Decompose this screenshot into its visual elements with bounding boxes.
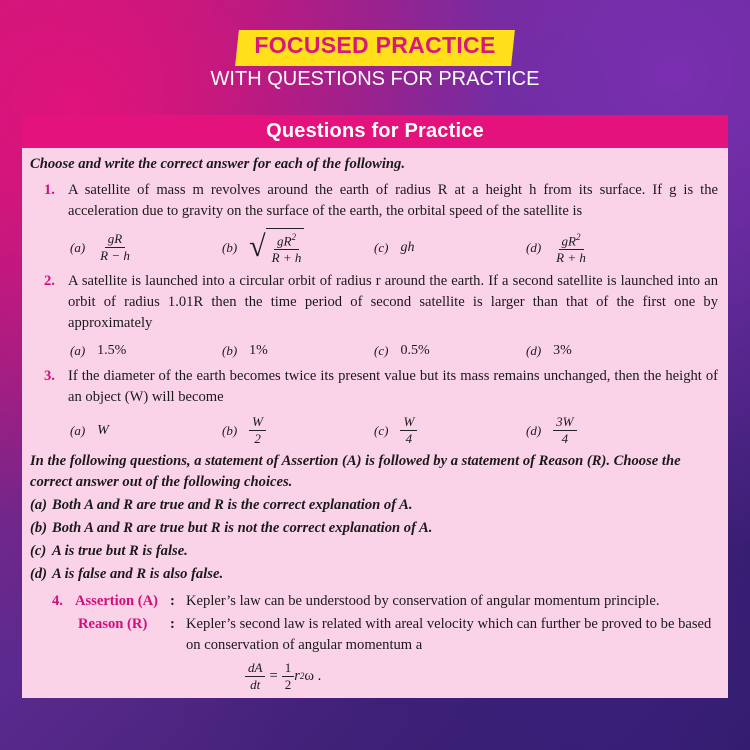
numerator: 3W <box>553 414 576 431</box>
question-text: If the diameter of the earth becomes twice its present value but its mass remains unchanged, then the height of an object (W) will become <box>68 368 718 406</box>
colon: : <box>170 616 175 633</box>
fraction: $\frac{dA}{dt}$ <box>245 660 265 693</box>
denominator: R + h <box>556 249 586 265</box>
question-text: A satellite is launched into a circular orbit of radius r around the earth. If a second satellite is launched into an orbit of radius 1.01R then the time period of second satellite is larger than that of the first one by approximately <box>68 273 718 332</box>
ar-choice-d: (d) A is false and R is also false. <box>30 566 224 583</box>
reason-text: Kepler’s second law is related with areal velocity which can further be proved to be based on conservation of angular momentum a <box>186 616 712 654</box>
numerator: $gR^2$ <box>274 229 299 250</box>
option-a[interactable] <box>70 340 222 361</box>
reason-label: Reason (R) <box>78 616 148 633</box>
question-3-options <box>70 414 718 447</box>
fraction <box>249 414 266 447</box>
option-c[interactable] <box>374 237 526 258</box>
question-1 <box>30 180 718 222</box>
question-4-assertion <box>30 591 718 612</box>
areal-velocity-formula: $\frac{dA}{dt}$ = $\frac{1}{2}$ r 2 ω . <box>245 660 718 693</box>
option-value: 0.5% <box>400 343 430 359</box>
question-text: A satellite of mass m revolves around the earth of radius R at a height h from its surface. If g is the acceleration due to gravity on the surface of the earth, the orbital speed of the satellite is <box>68 182 718 219</box>
numerator: $gR^2$ <box>559 229 584 250</box>
option-b[interactable] <box>222 340 374 361</box>
numerator: W <box>249 414 266 431</box>
fraction: $\frac{1}{2}$ <box>282 660 295 693</box>
ar-choice-a: (a) Both A and R are true and R is the correct explanation of A. <box>30 497 413 514</box>
radical-icon: √ <box>249 230 266 264</box>
option-label: (a) <box>70 343 86 359</box>
option-c[interactable] <box>374 414 526 447</box>
assertion-text: Kepler’s law can be understood by conservation of angular momentum principle. <box>186 593 660 610</box>
option-value: W <box>97 423 109 439</box>
option-value: 3% <box>553 343 572 359</box>
option-label: (d) <box>526 423 542 439</box>
card-heading: Questions for Practice <box>22 115 728 148</box>
colon: : <box>170 593 175 610</box>
practice-card <box>22 115 728 698</box>
question-4-reason <box>30 614 718 656</box>
fraction <box>266 228 305 266</box>
card-body <box>22 148 728 693</box>
option-label: (c) <box>374 343 389 359</box>
question-number: 1. <box>44 182 55 198</box>
page-subtitle: WITH QUESTIONS FOR PRACTICE <box>210 68 540 90</box>
denominator: 4 <box>561 431 569 447</box>
assertion-label: 4. Assertion (A) <box>52 593 159 610</box>
question-2 <box>30 271 718 334</box>
option-value: 1% <box>249 343 268 359</box>
assertion-reason-instruction: In the following questions, a statement of Assertion (A) is followed by a statement of Reason (R). Choose the correct answer out of the following choices. <box>30 453 681 491</box>
question-2-options <box>70 340 718 361</box>
option-d[interactable] <box>526 229 678 266</box>
option-label: (d) <box>526 239 542 255</box>
fraction <box>97 231 133 264</box>
fraction <box>553 414 576 447</box>
square-root <box>249 228 304 266</box>
denominator: 2 <box>254 431 261 447</box>
option-label: (c) <box>374 423 389 439</box>
question-number: 2. <box>44 273 55 290</box>
option-a[interactable] <box>70 420 222 441</box>
ar-choice-b: (b) Both A and R are true but R is not the correct explanation of A. <box>30 520 433 537</box>
option-label: (a) <box>70 423 86 439</box>
numerator: gR <box>105 231 125 248</box>
option-value: 1.5% <box>97 343 127 359</box>
fraction <box>400 414 417 447</box>
numerator: W <box>400 414 417 431</box>
option-b[interactable] <box>222 228 374 266</box>
option-d[interactable] <box>526 414 678 447</box>
option-label: (a) <box>70 239 86 255</box>
option-label: (b) <box>222 239 238 255</box>
page-title: FOCUSED PRACTICE <box>254 32 496 58</box>
option-d[interactable] <box>526 340 678 361</box>
option-a[interactable] <box>70 231 222 264</box>
option-label: (d) <box>526 343 542 359</box>
instruction-text: Choose and write the correct answer for each of the following. <box>30 156 405 172</box>
option-value: gh <box>400 239 415 255</box>
option-label: (c) <box>374 239 389 255</box>
assertion-reason-choices <box>30 495 718 585</box>
question-1-options <box>70 228 718 266</box>
question-number: 3. <box>44 368 55 385</box>
ar-choice-c: (c) A is true but R is false. <box>30 543 188 560</box>
option-label: (b) <box>222 343 238 359</box>
denominator: R + h <box>271 250 302 266</box>
question-3 <box>30 366 718 408</box>
option-c[interactable] <box>374 340 526 361</box>
denominator: 4 <box>405 431 413 447</box>
option-b[interactable] <box>222 414 374 447</box>
option-label: (b) <box>222 423 238 439</box>
fraction <box>553 229 589 266</box>
denominator: R − h <box>100 247 130 263</box>
